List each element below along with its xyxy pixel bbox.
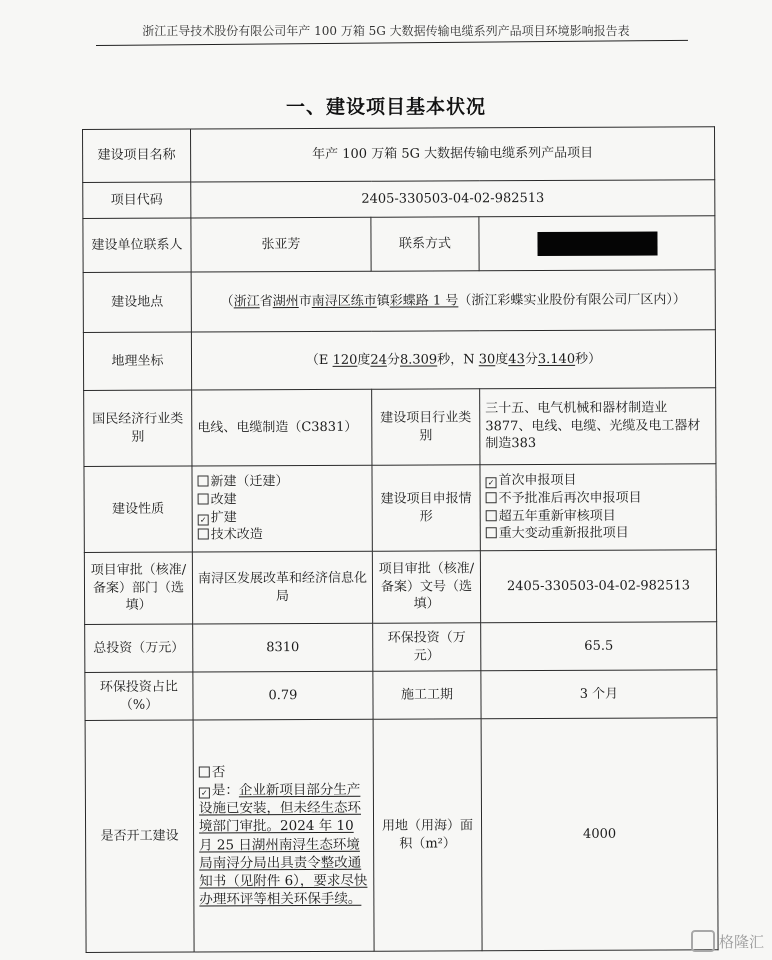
report-option[interactable]: 重大变动重新报批项目 <box>486 524 711 543</box>
row-started <box>85 718 718 953</box>
label-project-industry: 建设项目行业类别 <box>372 389 480 465</box>
value-industry: 电线、电缆制造（C3831） <box>192 389 372 466</box>
label-land-area: 用地（用海）面积（m²） <box>373 719 482 951</box>
value-env-investment: 65.5 <box>481 622 717 671</box>
report-option[interactable]: 超五年重新审核项目 <box>486 507 711 526</box>
label-env-investment: 环保投资（万元） <box>373 623 481 671</box>
basic-info-table <box>82 126 719 953</box>
value-project-industry: 三十五、电气机械和器材制造业 3877、电线、电缆、光缆及电工器材制造383 <box>480 388 716 465</box>
value-started <box>193 719 374 952</box>
label-report-type: 建设项目申报情形 <box>372 465 480 551</box>
label-total-investment: 总投资（万元） <box>85 624 193 672</box>
row-location <box>83 270 715 333</box>
checkbox-checked-icon: ✓ <box>198 514 209 525</box>
value-env-ratio: 0.79 <box>193 671 373 720</box>
label-nature: 建设性质 <box>84 466 192 552</box>
value-location: （浙江省湖州市南浔区练市镇彩蝶路 1 号（浙江彩蝶实业股份有限公司厂区内）） <box>191 270 715 332</box>
checkbox-icon <box>198 528 209 539</box>
row-coordinates <box>83 330 715 391</box>
nature-option[interactable]: ✓ 扩建 <box>198 508 367 526</box>
started-option-yes[interactable]: ✓ 是：企业新项目部分生产设施已安装，但未经生态环境部门审批。2024 年 10 月 25 日湖州南浔生态环境局南浔分局出具责令整改通知书（见附件 6），要求尽快办理环评等相关环保手续。 <box>198 781 368 908</box>
checkbox-icon <box>199 766 210 777</box>
checkbox-icon <box>486 492 497 503</box>
row-approval <box>84 550 716 625</box>
checkbox-checked-icon: ✓ <box>486 478 497 489</box>
value-total-investment: 8310 <box>193 623 373 672</box>
started-option-no[interactable]: 否 <box>199 762 368 781</box>
label-approval-dept: 项目审批（核准/备案）部门（选填） <box>84 552 192 624</box>
row-investment <box>85 622 717 673</box>
checkbox-icon <box>486 527 497 538</box>
value-contact-person: 张亚芳 <box>191 217 371 272</box>
label-env-ratio: 环保投资占比（%） <box>85 672 193 720</box>
value-land-area: 4000 <box>481 718 718 951</box>
label-coordinates: 地理坐标 <box>83 332 191 390</box>
nature-option[interactable]: 新建（迁建） <box>198 473 367 491</box>
watermark: 格隆汇 <box>691 930 764 952</box>
row-project-code <box>83 180 715 219</box>
value-approval-dept: 南浔区发展改革和经济信息化局 <box>192 551 372 624</box>
row-project-name <box>83 127 715 183</box>
label-approval-doc: 项目审批（核准/备案）文号（选填） <box>372 551 480 623</box>
checkbox-icon <box>198 476 209 487</box>
label-construction-period: 施工工期 <box>373 671 481 719</box>
nature-option[interactable]: 技术改造 <box>198 526 367 544</box>
value-coordinates: （E 120度24分8.309秒，N 30度43分3.140秒） <box>191 330 715 390</box>
label-project-name: 建设项目名称 <box>83 129 191 182</box>
report-option[interactable]: ✓ 首次申报项目 <box>486 472 711 491</box>
value-contact-method <box>479 216 715 271</box>
label-contact-method: 联系方式 <box>371 217 479 271</box>
report-option[interactable]: 不予批准后再次申报项目 <box>486 489 711 508</box>
value-project-code: 2405-330503-04-02-982513 <box>191 180 715 218</box>
value-project-name: 年产 100 万箱 5G 大数据传输电缆系列产品项目 <box>191 127 715 182</box>
section-title: 一、建设项目基本状况 <box>285 96 486 118</box>
checkbox-icon <box>198 493 209 504</box>
checkbox-icon <box>486 510 497 521</box>
nature-option[interactable]: 改建 <box>198 491 367 509</box>
document-header: 浙江正导技术股份有限公司年产 100 万箱 5G 大数据传输电缆系列产品项目环境影响报告表 <box>142 24 630 38</box>
value-construction-period: 3 个月 <box>481 670 717 719</box>
row-unit-contact <box>83 216 715 273</box>
row-nature <box>84 464 716 553</box>
label-started: 是否开工建设 <box>85 720 194 952</box>
checkbox-checked-icon: ✓ <box>199 787 210 798</box>
redaction-block <box>537 231 657 256</box>
nature-options <box>192 465 372 552</box>
label-industry: 国民经济行业类别 <box>84 390 192 466</box>
watermark-logo-icon <box>691 930 715 952</box>
header-rule <box>96 40 688 46</box>
row-ratio <box>85 670 717 721</box>
label-location: 建设地点 <box>83 272 191 332</box>
label-project-code: 项目代码 <box>83 182 191 218</box>
value-approval-doc: 2405-330503-04-02-982513 <box>480 550 716 623</box>
row-industry <box>84 388 716 467</box>
label-unit-contact: 建设单位联系人 <box>83 218 191 272</box>
report-options <box>480 464 716 551</box>
